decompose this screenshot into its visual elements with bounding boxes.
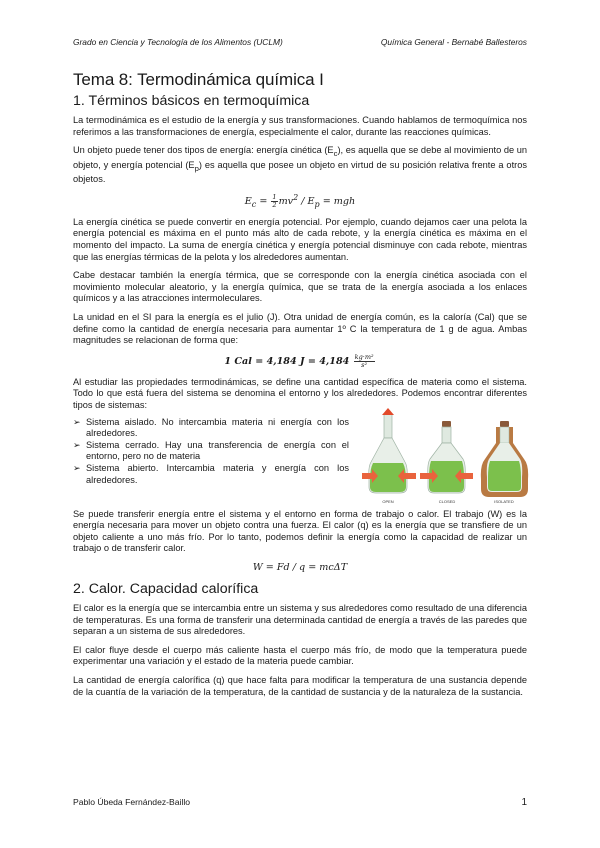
- arrow-bullet-icon: ➢: [73, 439, 81, 450]
- equation-kinetic-potential: $E_c$ = $\frac{1}{2}$ $mv^2 / E_p$ = mgh: [244, 192, 356, 209]
- document-body: [73, 70, 527, 705]
- paragraph-work-heat: Se puede transferir energía entre el sistema y el entorno en forma de trabajo o calor. El trabajo (W) es la energía necesaria para mover un objeto contra una fuerza. El calor (q) es la energía que se transfiere de un objeto caliente a uno más frío. Por lo tanto, podemos definir la energía como la capacidad de realizar un trabajo o de transferir calor.: [73, 508, 527, 554]
- equation-work-heat: W = Fd / q = mcΔT: [252, 561, 348, 573]
- paragraph-system-definition: Al estudiar las propiedades termodinámicas, se define una cantidad específica de materia como el sistema. Todo lo que está fuera del sistema se denomina el entorno y los alrededores. Podemos encontrar diferentes tipos de sistemas:: [73, 376, 527, 410]
- page-number: 1: [521, 797, 527, 808]
- paragraph-energy-types: Un objeto puede tener dos tipos de energía: energía cinética $(E_c)$, es aquella que se debe al movimiento de un objeto, y energía potencial $(E_p)$ es aquella que posee un objeto en virtud de su posición relativa frente a otros objetos.: [73, 145, 528, 185]
- arrow-bullet-icon: ➢: [73, 463, 81, 474]
- paragraph-heat-definition: El calor es la energía que se intercambia entre un sistema y sus alrededores como resultado de una diferencia de temperaturas. Es una forma de transferir una determinada cantidad de energía a través de las paredes que separan a un sistema de sus alrededores.: [73, 602, 527, 637]
- section-1-heading: 1. Términos básicos en termoquímica: [73, 93, 310, 109]
- svg-text:OPEN: OPEN: [382, 498, 394, 504]
- paragraph-heat-flow: El calor fluye desde el cuerpo más caliente hasta el cuerpo más frío, de modo que la temperatura puede experimentar una variación y el estado de la materia puede cambiar.: [73, 644, 527, 667]
- paragraph-heat-quantity: La cantidad de energía calorífica (q) que hace falta para modificar la temperatura de una sustancia depende de la cuantía de la variación de la temperatura, de la cantidad de sustancia y de la naturaleza de la sustancia.: [73, 674, 527, 697]
- systems-flask-figure: [362, 407, 532, 507]
- svg-text:ISOLATED: ISOLATED: [494, 498, 514, 504]
- open-system-flask-icon: [362, 408, 416, 504]
- page-footer: [73, 797, 527, 808]
- footer-author: Pablo Úbeda Fernández-Baillo: [73, 797, 191, 807]
- system-types-block: [73, 417, 527, 505]
- paragraph-si-unit: La unidad en el SI para la energía es el julio (J). Otra unidad de energía común, es la caloría (Cal) que se define como la cantidad de energía necesaria para aumentar 1º C la temperatura de 1 g de agua. Ambas magnitudes se relacionan de forma que:: [73, 312, 527, 346]
- document-title: Tema 8: Termodinámica química I: [73, 70, 324, 89]
- page-header: [73, 37, 527, 47]
- equation-calorie-joule: 1 Cal = 4,184 J = 4,184 $\frac{\text{kg·m²}}{\text{s²}}$: [224, 352, 374, 369]
- paragraph-thermal-chemical: Cabe destacar también la energía térmica, que se corresponde con la energía cinética asociada con el movimiento molecular aleatorio, y la energía química, que se trata de la energía asociada a los enlaces químicos y a las atracciones intermoleculares.: [73, 270, 527, 304]
- paragraph-energy-conversion: La energía cinética se puede convertir en energía potencial. Por ejemplo, cuando dejamos caer una pelota la energía potencial es máxima en el punto más alto de cada rebote, y la energía cinética es máxima en el momento del impacto. La suma de energía cinética y energía potencial disminuye con cada rebote, mientras que las energías térmicas de la pelota y los alrededores aumentan.: [73, 216, 527, 262]
- list-item-closed: ➢ Sistema cerrado. Hay una transferencia de energía con el entorno, pero no de materia: [73, 439, 349, 462]
- svg-text:CLOSED: CLOSED: [438, 498, 456, 504]
- section-2-heading: 2. Calor. Capacidad calorífica: [73, 580, 259, 597]
- arrow-bullet-icon: ➢: [73, 416, 81, 427]
- header-subject: Química General - Bernabé Ballesteros: [380, 37, 527, 47]
- isolated-system-flask-icon: [481, 421, 528, 504]
- system-types-list: [73, 417, 349, 487]
- paragraph-thermodynamics-intro: La termodinámica es el estudio de la energía y sus transformaciones. Cuando hablamos de termoquímica nos referimos a las transformaciones de energía, especialmente el calor, durante las reacciones químicas.: [73, 115, 527, 137]
- header-course: Grado en Ciencia y Tecnología de los Alimentos (UCLM): [73, 37, 283, 47]
- list-item-isolated: ➢ Sistema aislado. No intercambia materia ni energía con los alrededores.: [73, 416, 349, 438]
- closed-system-flask-icon: [420, 421, 473, 504]
- list-item-open: ➢ Sistema abierto. Intercambia materia y energía con los alrededores.: [73, 463, 349, 485]
